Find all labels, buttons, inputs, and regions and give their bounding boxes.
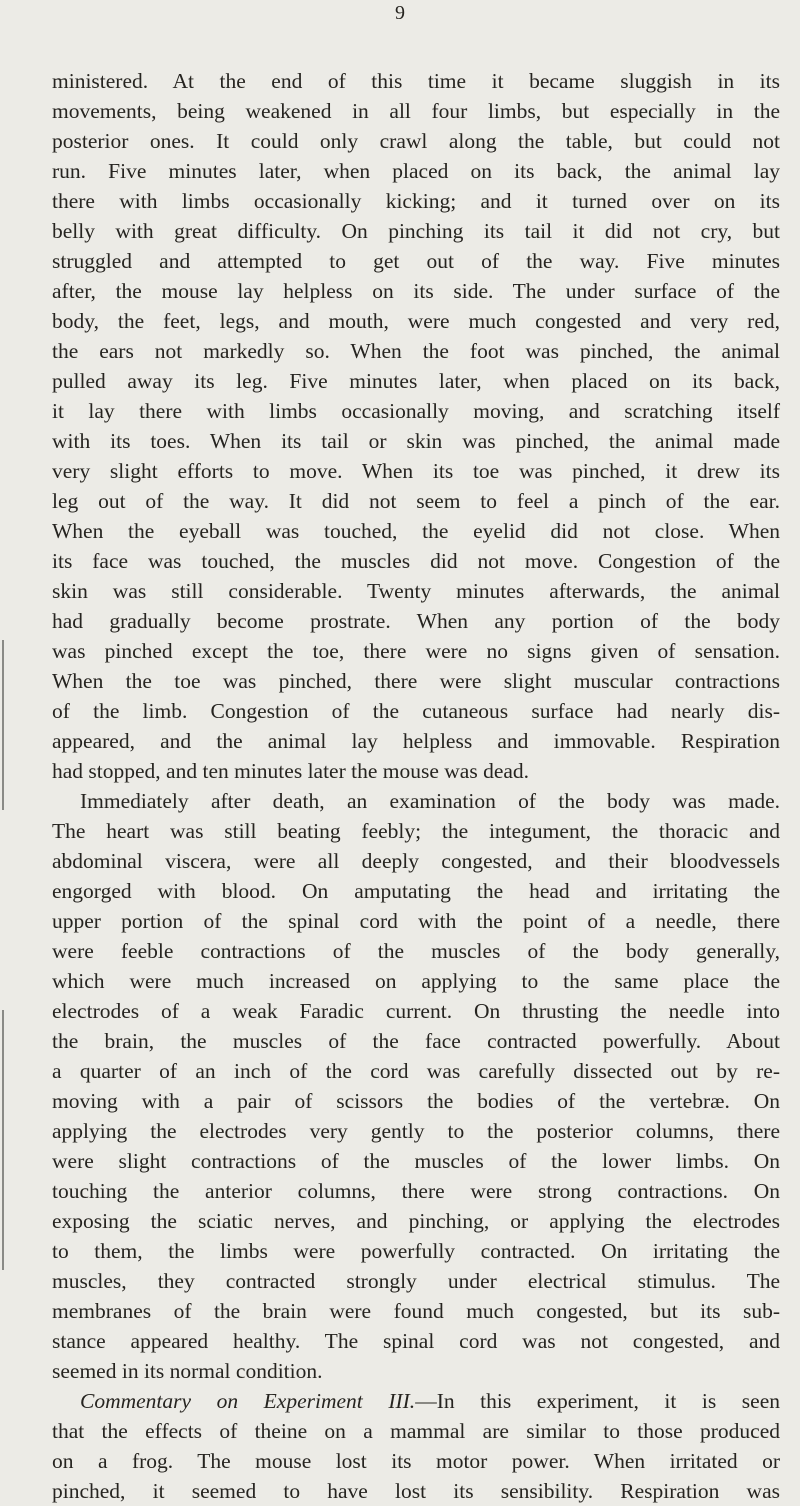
text-line: that the effects of theine on a mammal are similar to those produced [52,1419,780,1443]
text-line: posterior ones. It could only crawl along the table, but could not [52,129,780,153]
text-line: struggled and attempted to get out of the way. Five minutes [52,249,780,273]
text-line: pulled away its leg. Five minutes later, when placed on its back, [52,369,780,393]
paragraph-start-line: Immediately after death, an examination of the body was made. [80,789,780,813]
text-line: exposing the sciatic nerves, and pinching, or applying the electrodes [52,1209,780,1233]
text-line: body, the feet, legs, and mouth, were much congested and very red, [52,309,780,333]
text-line: pinched, it seemed to have lost its sensibility. Respiration was [52,1479,780,1503]
text-line: very slight efforts to move. When its toe was pinched, it drew its [52,459,780,483]
text-line: the brain, the muscles of the face contracted powerfully. About [52,1029,780,1053]
scan-edge-mark [2,1010,4,1270]
text-line: applying the electrodes very gently to the posterior columns, there [52,1119,780,1143]
text-line: leg out of the way. It did not seem to feel a pinch of the ear. [52,489,780,513]
commentary-heading-line [52,1386,780,1416]
page-number: 9 [395,2,405,24]
text-line: electrodes of a weak Faradic current. On thrusting the needle into [52,999,780,1023]
text-line: were feeble contractions of the muscles of the body generally, [52,939,780,963]
text-line: moving with a pair of scissors the bodies of the vertebræ. On [52,1089,780,1113]
text-line: upper portion of the spinal cord with the point of a needle, there [52,909,780,933]
text-line: touching the anterior columns, there were strong contractions. On [52,1179,780,1203]
text-line: abdominal viscera, were all deeply congested, and their bloodvessels [52,849,780,873]
text-line: stance appeared healthy. The spinal cord was not congested, and [52,1329,780,1353]
text-line: muscles, they contracted strongly under electrical stimulus. The [52,1269,780,1293]
text-line: The heart was still beating feebly; the integument, the thoracic and [52,819,780,843]
text-line: run. Five minutes later, when placed on its back, the animal lay [52,159,780,183]
text-line: with its toes. When its tail or skin was pinched, the animal made [52,429,780,453]
text-line: it lay there with limbs occasionally moving, and scratching itself [52,399,780,423]
text-line: of the limb. Congestion of the cutaneous surface had nearly dis- [52,699,780,723]
text-line: skin was still considerable. Twenty minutes afterwards, the animal [52,579,780,603]
text-line: appeared, and the animal lay helpless and immovable. Respiration [52,729,780,753]
text-line: engorged with blood. On amputating the head and irritating the [52,879,780,903]
text-line: on a frog. The mouse lost its motor power. When irritated or [52,1449,780,1473]
paragraph-end-line: had stopped, and ten minutes later the mouse was dead. [52,759,530,783]
text-line: movements, being weakened in all four limbs, but especially in the [52,99,780,123]
commentary-label: Commentary on Experiment III. [80,1389,416,1413]
text-line: after, the mouse lay helpless on its side. The under surface of the [52,279,780,303]
text-line: When the eyeball was touched, the eyelid did not close. When [52,519,780,543]
commentary-first-text: In this experiment, it is seen [436,1389,780,1413]
text-line: ministered. At the end of this time it became sluggish in its [52,69,780,93]
text-line: there with limbs occasionally kicking; and it turned over on its [52,189,780,213]
text-line: was pinched except the toe, there were no signs given of sensation. [52,639,780,663]
text-line: When the toe was pinched, there were slight muscular contractions [52,669,780,693]
text-line: were slight contractions of the muscles of the lower limbs. On [52,1149,780,1173]
body-text [52,66,780,1506]
text-line: had gradually become prostrate. When any portion of the body [52,609,780,633]
commentary-dash: — [415,1389,437,1413]
paragraph-end-line: seemed in its normal condition. [52,1359,323,1383]
text-line: the ears not markedly so. When the foot was pinched, the animal [52,339,780,363]
text-line: membranes of the brain were found much congested, but its sub- [52,1299,780,1323]
text-line: belly with great difficulty. On pinching its tail it did not cry, but [52,219,780,243]
text-line: its face was touched, the muscles did not move. Congestion of the [52,549,780,573]
text-line: a quarter of an inch of the cord was carefully dissected out by re- [52,1059,780,1083]
scan-edge-mark [2,640,4,810]
text-line: to them, the limbs were powerfully contracted. On irritating the [52,1239,780,1263]
text-line: which were much increased on applying to the same place the [52,969,780,993]
